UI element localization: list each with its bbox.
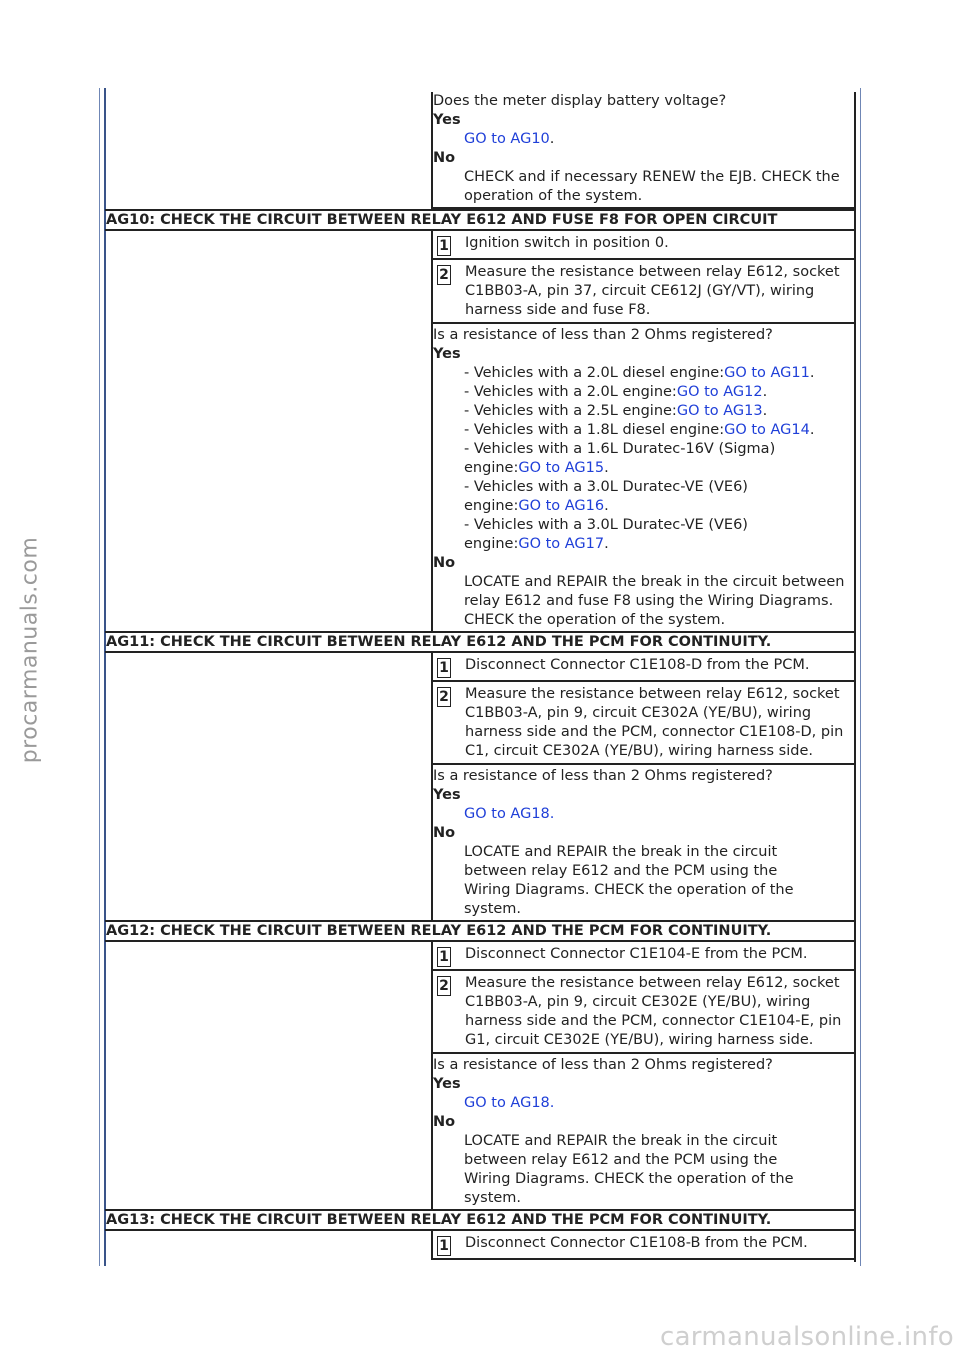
step-text: Measure the resistance between relay E612, socket C1BB03-A, pin 9, circuit CE302E (YE/BU), wiring harness side and the PCM, connector C1E104-E, pin G1, circuit CE302E (YE/BU), wiring harness side.: [465, 975, 842, 1048]
goto-ag16-link[interactable]: GO to AG16: [518, 498, 605, 514]
yes-option-item: - Vehicles with a 3.0L Duratec-VE (VE6) engine:GO to AG16.: [464, 479, 748, 514]
side-watermark: procarmanuals.com: [17, 536, 43, 764]
step-number: 1: [437, 1236, 451, 1256]
goto-ag18-link[interactable]: GO to AG18.: [464, 1095, 555, 1111]
right-border-line: [854, 92, 856, 1262]
step-text: Disconnect Connector C1E104-E from the PCM.: [465, 946, 808, 962]
question: Is a resistance of less than 2 Ohms registered?: [433, 768, 773, 784]
step-text: Measure the resistance between relay E612, socket C1BB03-A, pin 37, circuit CE612J (GY/VT), wiring harness side and fuse F8.: [465, 264, 840, 318]
no-action-text: LOCATE and REPAIR the break in the circuit between relay E612 and the PCM using the Wiring Diagrams. CHECK the operation of the system.: [464, 844, 794, 917]
section-ag10: [431, 231, 854, 631]
section-ag12: [431, 942, 854, 1209]
step-number: 1: [437, 658, 451, 678]
yes-option-item: - Vehicles with a 1.8L diesel engine:GO to AG14.: [464, 422, 815, 438]
step-text: Disconnect Connector C1E108-D from the PCM.: [465, 657, 810, 673]
yes-option-item: - Vehicles with a 2.5L engine:GO to AG13.: [464, 403, 768, 419]
question: Does the meter display battery voltage?: [433, 93, 727, 109]
goto-ag10-link[interactable]: GO to AG10: [464, 131, 550, 147]
step-row: [433, 1231, 854, 1260]
yes-label: Yes: [433, 346, 461, 362]
yes-label: Yes: [433, 1076, 461, 1092]
no-label: No: [433, 1114, 456, 1130]
result-block: [433, 1054, 854, 1209]
yes-option-item: - Vehicles with a 2.0L engine:GO to AG12.: [464, 384, 768, 400]
section-ag11: [431, 653, 854, 920]
yes-option-item: - Vehicles with a 3.0L Duratec-VE (VE6) engine:GO to AG17.: [464, 517, 748, 552]
no-action-text: LOCATE and REPAIR the break in the circuit between relay E612 and fuse F8 using the Wiring Diagrams. CHECK the operation of the system.: [464, 574, 845, 628]
top-result-block: Does the meter display battery voltage? Yes GO to AG10. No CHECK and if necessary RENEW the EJB. CHECK the operation of the system.: [431, 92, 854, 209]
no-label: No: [433, 150, 456, 166]
step-row: [433, 231, 854, 260]
no-action-text: CHECK and if necessary RENEW the EJB. CHECK the operation of the system.: [464, 169, 840, 204]
left-margin-line: [99, 88, 100, 1266]
bottom-watermark: carmanualsonline.info: [659, 1322, 954, 1352]
step-number: 2: [437, 687, 451, 707]
goto-ag12-link[interactable]: GO to AG12: [676, 384, 763, 400]
step-number: 1: [437, 947, 451, 967]
step-text: Measure the resistance between relay E612, socket C1BB03-A, pin 9, circuit CE302A (YE/BU), wiring harness side and the PCM, connector C1E108-D, pin C1, circuit CE302A (YE/BU), wiring harness side.: [465, 686, 844, 759]
step-row: [433, 942, 854, 971]
goto-ag13-link[interactable]: GO to AG13: [676, 403, 763, 419]
result-block: [433, 324, 854, 631]
step-number: 2: [437, 265, 451, 285]
step-row: [433, 971, 854, 1054]
section-heading-ag13: AG13: CHECK THE CIRCUIT BETWEEN RELAY E612 AND THE PCM FOR CONTINUITY.: [105, 1209, 856, 1231]
goto-ag18-link[interactable]: GO to AG18.: [464, 806, 555, 822]
question: Is a resistance of less than 2 Ohms registered?: [433, 1057, 773, 1073]
right-margin-line: [860, 88, 861, 1266]
yes-label: Yes: [433, 112, 461, 128]
no-action-text: LOCATE and REPAIR the break in the circuit between relay E612 and the PCM using the Wiring Diagrams. CHECK the operation of the system.: [464, 1133, 794, 1206]
result-block: [433, 765, 854, 920]
question: Is a resistance of less than 2 Ohms registered?: [433, 327, 773, 343]
step-text: Ignition switch in position 0.: [465, 235, 669, 251]
section-heading-ag11: AG11: CHECK THE CIRCUIT BETWEEN RELAY E612 AND THE PCM FOR CONTINUITY.: [105, 631, 856, 653]
no-label: No: [433, 555, 456, 571]
yes-option-item: - Vehicles with a 1.6L Duratec-16V (Sigma) engine:GO to AG15.: [464, 441, 776, 476]
step-row: [433, 260, 854, 324]
step-number: 2: [437, 976, 451, 996]
section-ag13: [431, 1231, 854, 1260]
step-number: 1: [437, 236, 451, 256]
goto-ag11-link[interactable]: GO to AG11: [724, 365, 810, 381]
goto-ag15-link[interactable]: GO to AG15: [518, 460, 605, 476]
no-label: No: [433, 825, 456, 841]
step-text: Disconnect Connector C1E108-B from the PCM.: [465, 1235, 808, 1251]
step-row: [433, 682, 854, 765]
section-heading-ag10: AG10: CHECK THE CIRCUIT BETWEEN RELAY E612 AND FUSE F8 FOR OPEN CIRCUIT: [105, 209, 856, 231]
step-row: [433, 653, 854, 682]
yes-label: Yes: [433, 787, 461, 803]
section-heading-ag12: AG12: CHECK THE CIRCUIT BETWEEN RELAY E612 AND THE PCM FOR CONTINUITY.: [105, 920, 856, 942]
yes-option-item: - Vehicles with a 2.0L diesel engine:GO to AG11.: [464, 365, 815, 381]
diagnostic-table: [105, 92, 854, 1260]
goto-ag14-link[interactable]: GO to AG14: [724, 422, 810, 438]
goto-ag17-link[interactable]: GO to AG17: [518, 536, 605, 552]
